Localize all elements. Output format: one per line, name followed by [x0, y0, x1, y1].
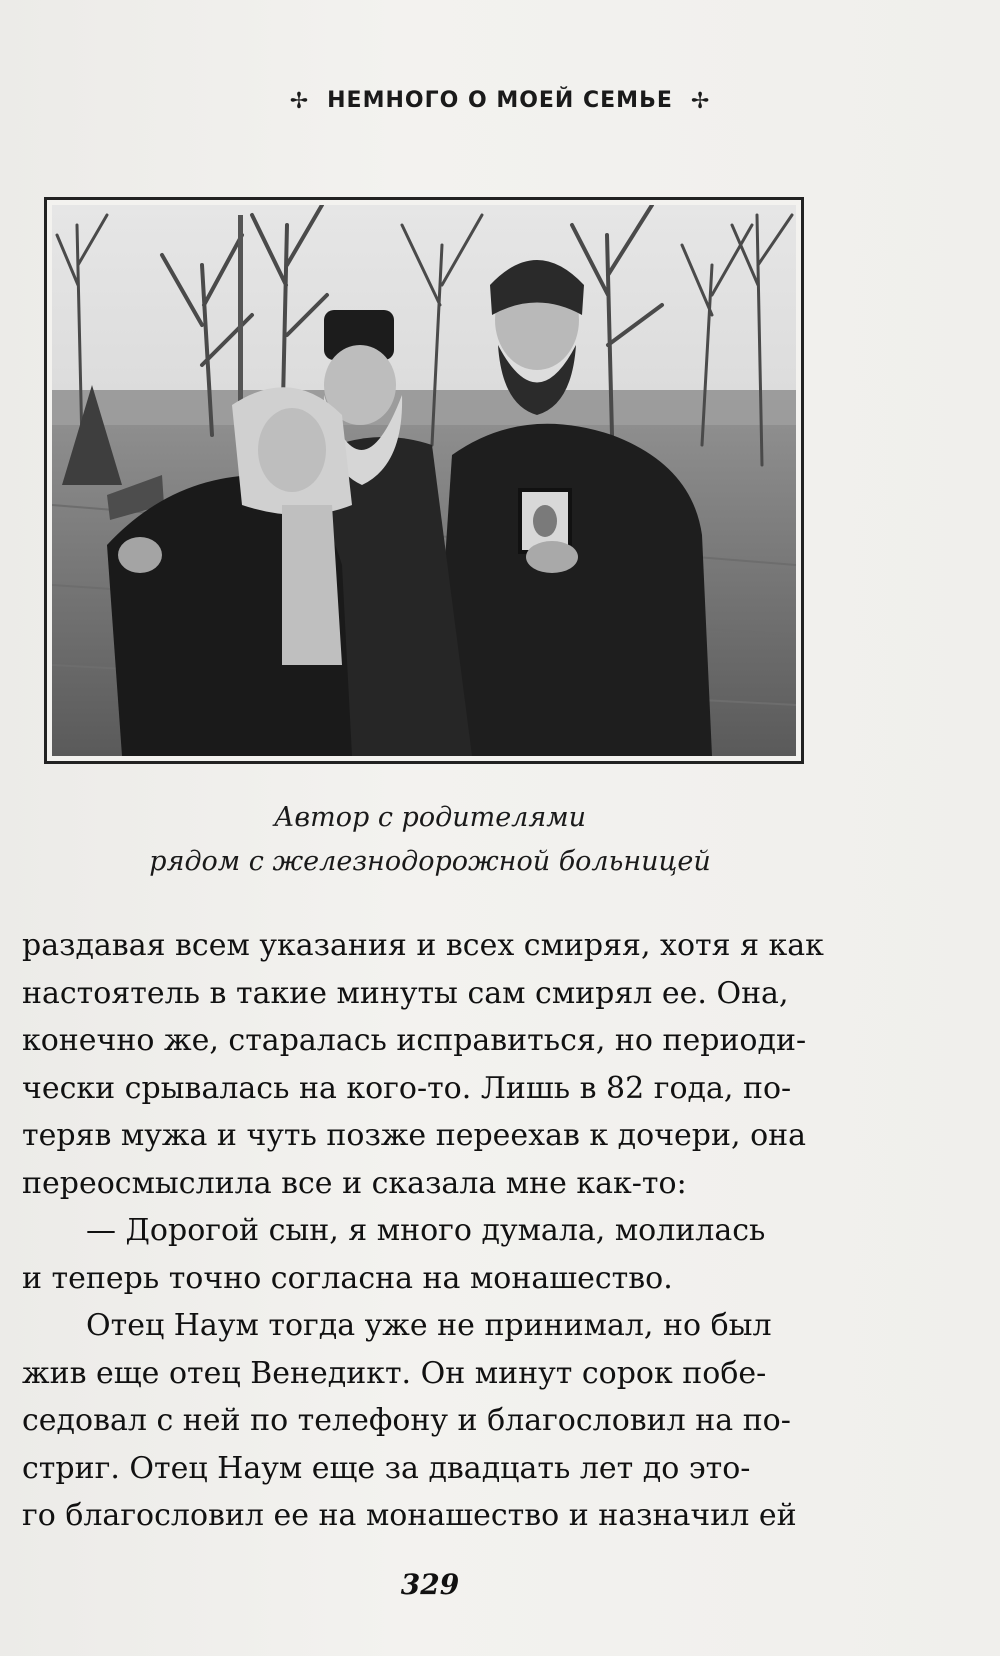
body-text: [22, 922, 832, 1540]
text-line: теряв мужа и чуть позже переехав к дочери, она: [22, 1118, 807, 1153]
text-line: настоятель в такие минуты сам смирял ее. Она,: [22, 975, 789, 1011]
caption-line: Автор с родителями: [273, 802, 587, 833]
text-line: жив еще отец Венедикт. Он минут сорок побе-: [22, 1355, 767, 1391]
text-line: седовал с ней по телефону и благословил на по-: [22, 1403, 791, 1438]
text-line: конечно же, старалась исправиться, но периоди-: [22, 1023, 807, 1058]
cross-ornament-icon: ✢: [690, 89, 711, 114]
text-line: переосмыслила все и сказала мне как-то:: [22, 1165, 687, 1201]
text-line: раздавая всем указания и всех смиряя, хотя я как: [22, 928, 824, 963]
photo-caption: [0, 796, 860, 884]
header-title: НЕМНОГО О МОЕЙ СЕМЬЕ: [327, 88, 673, 113]
text-line: го благословил ее на монашество и назначил ей: [22, 1498, 797, 1533]
caption-line: рядом с железнодорожной больницей: [149, 846, 711, 877]
photograph: [44, 197, 804, 764]
photo-illustration: [52, 205, 796, 756]
text-line: Отец Наум тогда уже не принимал, но был: [86, 1308, 772, 1343]
text-line: — Дорогой сын, я много думала, молилась: [86, 1213, 766, 1248]
text-line: стриг. Отец Наум еще за двадцать лет до это-: [22, 1450, 751, 1486]
text-line: и теперь точно согласна на монашество.: [22, 1260, 673, 1296]
text-line: чески срывалась на кого-то. Лишь в 82 года, по-: [22, 1070, 792, 1106]
cross-ornament-icon: ✢: [289, 89, 310, 114]
page-number: 329: [400, 1568, 460, 1601]
running-header: [0, 88, 1000, 114]
